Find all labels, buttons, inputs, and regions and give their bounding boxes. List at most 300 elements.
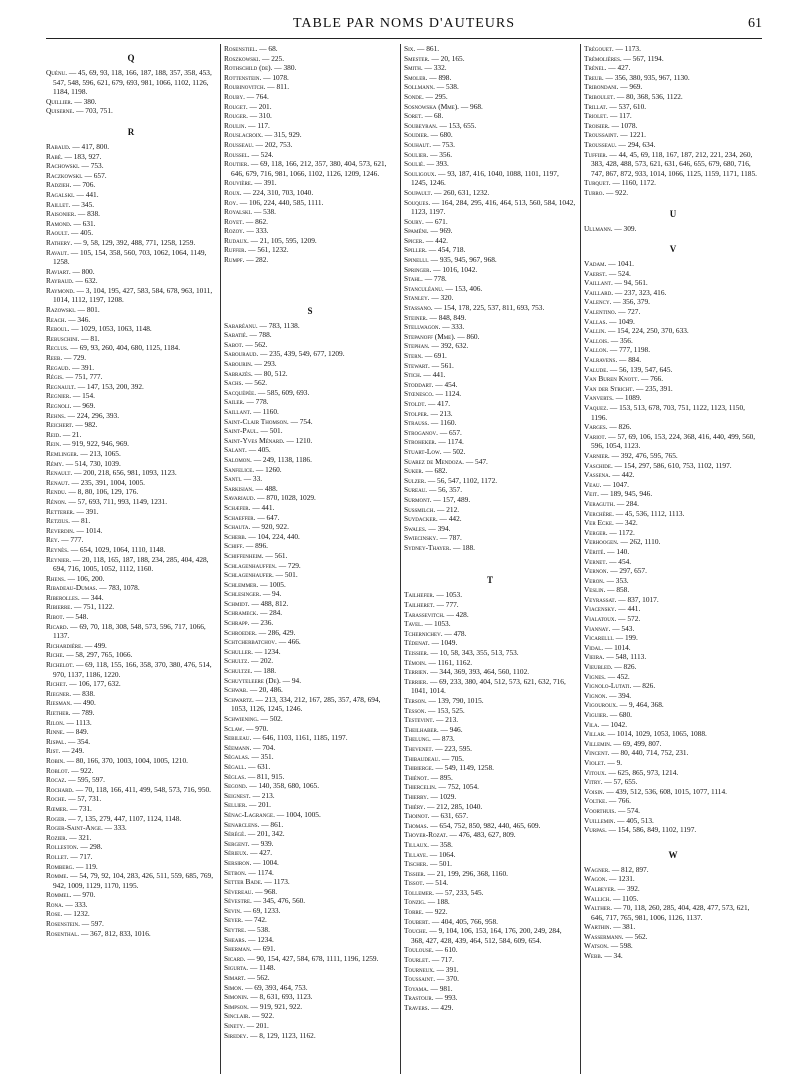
author-name: Thiercelin. [404, 782, 437, 792]
author-name: Tourlet. [404, 955, 431, 965]
author-name: Tollemer. [404, 887, 434, 897]
author-name: Vignolo-Lutati. [584, 681, 632, 691]
index-entry [46, 161, 216, 171]
index-entry [584, 140, 762, 150]
author-name: Toubert. [404, 916, 431, 926]
index-column-1 [46, 44, 216, 1074]
index-entry [404, 236, 576, 246]
author-name: Roy. [224, 197, 238, 207]
index-entry [404, 485, 576, 495]
index-entry [46, 574, 216, 584]
page-references: — 10, 58, 343, 355, 513, 753. [428, 648, 519, 658]
page-references: — 367, 812, 833, 1016. [79, 928, 151, 938]
page-references: — 404, 405, 766, 958. [430, 916, 498, 926]
page-references: — 454. [433, 379, 458, 389]
index-entry [584, 509, 762, 519]
author-name: Wagon. [584, 874, 608, 884]
author-name: Roubinovitch. [224, 82, 266, 92]
page-references: — 282. [244, 255, 269, 265]
author-name: Vaerst. [584, 268, 607, 278]
author-name: Sureau. [404, 485, 428, 495]
page-references: — 993. [433, 993, 458, 1003]
page-references: — 441. [250, 502, 275, 512]
index-entry [584, 278, 762, 288]
author-name: Voisin. [584, 786, 605, 796]
author-name: Romme. [46, 871, 69, 881]
page-references: — 562. [243, 378, 268, 388]
index-entry [584, 768, 762, 778]
index-entry [224, 973, 396, 983]
author-name: Tailhefer. [404, 590, 435, 600]
page-references: — 753. [431, 139, 455, 149]
index-entry [46, 430, 216, 440]
index-entry [404, 495, 576, 505]
page-references: — 20, 165. [429, 53, 465, 63]
index-entry [584, 758, 762, 768]
index-entry [584, 595, 762, 605]
page-references: — 201. [247, 101, 272, 111]
index-entry [46, 487, 216, 497]
page-references: — 946. [438, 724, 463, 734]
page-references: — 342. [613, 518, 638, 528]
page-references: — 8, 129, 1123, 1162. [248, 1030, 316, 1040]
page-references: — 1234. [246, 934, 274, 944]
author-name: Séglas. [224, 771, 247, 781]
author-name: Vigouroux. [584, 700, 618, 710]
index-entry [46, 890, 216, 900]
page-references: — 1234. [252, 646, 281, 656]
index-entry [404, 667, 576, 677]
author-name: Van der Stricht. [584, 383, 635, 393]
index-entry [404, 610, 576, 620]
index-entry [404, 447, 576, 457]
page-references: — 249. [60, 746, 85, 756]
author-name: Royet. [224, 216, 245, 226]
author-name: Ségall. [224, 761, 247, 771]
author-name: Troussaint. [584, 130, 619, 140]
index-entry [224, 561, 396, 571]
author-name: Radzieh. [46, 180, 72, 190]
author-name: Retterer. [46, 506, 75, 516]
page-references: — 212, 285, 1040. [425, 801, 483, 811]
page-references: — 1105. [611, 893, 639, 903]
index-entry [404, 63, 576, 73]
page-references: — 81. [79, 333, 100, 343]
index-entry [584, 777, 762, 787]
author-name: Simonin. [224, 992, 249, 1002]
page-references: — 514. [424, 878, 449, 888]
page-references: — 356. [428, 149, 453, 159]
index-entry [46, 766, 216, 776]
index-entry [404, 466, 576, 476]
page-references: — 57, 731. [66, 794, 102, 804]
index-entry [404, 926, 576, 945]
page-references: — 9. [605, 757, 623, 767]
page-header [46, 16, 762, 38]
index-entry [584, 297, 762, 307]
page-references: — 969. [618, 82, 643, 92]
author-name: Témoin. [404, 657, 427, 667]
page-references: — 20, 118, 165, 187, 188, 234, 285, 404, 428, 694, 716, 1005, 1052, 1112, 1160. [53, 554, 209, 574]
index-entry [224, 714, 396, 724]
index-entry [46, 526, 216, 536]
index-entry [224, 455, 396, 465]
index-entry [46, 555, 216, 574]
author-name: Ségalas. [224, 752, 250, 762]
index-entry [224, 255, 396, 265]
index-entry [46, 343, 216, 353]
author-name: Suydacker. [404, 514, 438, 524]
author-name: Stolper. [404, 408, 429, 418]
page-references: — 200, 218, 656, 981, 1093, 1123. [72, 468, 177, 478]
page-references: — 561. [429, 360, 454, 370]
author-name: Villar. [584, 729, 606, 739]
author-name: Terrier. [404, 676, 429, 686]
page-references: — 501. [273, 570, 298, 580]
page-references: — 405, 513. [615, 815, 654, 825]
author-name: Tischer. [404, 859, 429, 869]
page-references: — 140. [605, 546, 630, 556]
page-references: — 284. [615, 498, 639, 508]
author-name: Seyer. [224, 915, 243, 925]
author-name: Toyama. [404, 983, 429, 993]
index-entry [224, 541, 396, 551]
page-references: — 33. [241, 474, 263, 484]
page-references: — 346. [66, 314, 91, 324]
author-name: Rochard. [46, 784, 74, 794]
page-references: — 1049. [429, 638, 458, 648]
author-name: Vitry. [584, 777, 603, 787]
author-name: Schtcherbatchov. [224, 637, 277, 647]
author-name: Sabot. [224, 339, 244, 349]
page-references: — 705. [440, 753, 464, 763]
index-entry [404, 629, 576, 639]
index-entry [584, 470, 762, 480]
page-references: — 345. [70, 199, 95, 209]
page-references: — 344, 369, 393, 464, 560, 1102. [428, 667, 530, 677]
page-references: — 647. [255, 512, 280, 522]
index-entry [404, 476, 576, 486]
page-references: — 345, 476, 560. [251, 896, 306, 906]
page-references: — 80, 440, 714, 752, 231. [609, 748, 689, 758]
page-references: — 1148. [248, 963, 276, 973]
index-entry [584, 894, 762, 904]
page-references: — 1042. [599, 719, 628, 729]
index-entry [224, 781, 396, 791]
index-entry [46, 583, 216, 593]
index-entry [224, 915, 396, 925]
author-name: Vignes. [584, 671, 606, 681]
index-entry [584, 691, 762, 701]
section-letter-t: T [486, 575, 493, 586]
index-entry [224, 656, 396, 666]
page-references: — 488. [253, 483, 278, 493]
page-references: — 213. [428, 408, 453, 418]
index-entry [224, 236, 396, 246]
page-references: — 826. [607, 422, 632, 432]
author-name: Vassena. [584, 470, 611, 480]
author-name: Rœmer. [46, 803, 69, 813]
index-entry [46, 689, 216, 699]
index-entry [224, 1011, 396, 1021]
index-entry [224, 73, 396, 83]
author-name: Viannay. [584, 623, 611, 633]
author-name: Thelung. [404, 734, 431, 744]
page-references: — 94. [261, 589, 282, 599]
page-references: — 969. [71, 401, 96, 410]
author-name: Warthin. [584, 922, 612, 932]
author-name: Sussmilch. [404, 504, 436, 514]
index-entry [224, 140, 396, 150]
page-references: — 499. [83, 640, 107, 650]
author-name: Rein. [46, 439, 62, 449]
index-entry [584, 557, 762, 567]
page-references: — 848, 849. [427, 312, 467, 322]
page-references: — 1014. [74, 525, 103, 535]
author-name: Valency. [584, 297, 612, 307]
page-references: — 657. [437, 427, 462, 437]
author-name: Terson. [404, 696, 427, 705]
page-references: — 654, 1029, 1064, 1110, 1148. [68, 544, 166, 554]
author-name: Tarassevitch. [404, 609, 445, 619]
index-entry [46, 727, 216, 737]
page-references: — 298. [78, 842, 103, 852]
index-entry [404, 198, 576, 217]
author-name: Schuyteleere (De). [224, 675, 281, 685]
index-entry [584, 451, 762, 461]
author-name: Rhens. [46, 573, 66, 583]
index-entry [224, 752, 396, 762]
author-name: Trénel. [584, 63, 607, 73]
page-references: — 154. [71, 391, 95, 401]
index-entry [224, 608, 396, 618]
author-name: Troisier. [584, 120, 610, 130]
page-references: — 224, 296, 393. [65, 410, 120, 420]
index-entry [404, 754, 576, 764]
index-entry [224, 733, 396, 743]
page-references: — 56, 357. [427, 485, 463, 495]
index-entry [584, 111, 762, 121]
page-references: — 117. [608, 111, 632, 121]
author-name: Rottenstein. [224, 72, 262, 82]
author-name: Rommel. [46, 890, 72, 900]
index-entry [584, 748, 762, 758]
index-entry [404, 217, 576, 227]
author-name: Sanfelice. [224, 464, 255, 474]
author-name: Tesson. [404, 705, 427, 715]
index-entry [46, 228, 216, 238]
author-name: Rudaux. [224, 235, 249, 245]
author-name: Sérégé. [224, 829, 247, 839]
page-references: — 442. [424, 235, 448, 245]
author-name: Richardière. [46, 640, 84, 650]
index-entry [224, 217, 396, 227]
author-name: Suker. [404, 466, 424, 476]
page-references: — 294, 634. [616, 139, 656, 149]
column-divider [220, 44, 221, 1074]
author-name: Thiénot. [404, 772, 429, 782]
page-references: — 476, 483, 627, 809. [447, 830, 516, 840]
index-entry [46, 833, 216, 843]
author-name: Tourneux. [404, 964, 435, 974]
page-references: — 225. [260, 53, 285, 63]
page-references: — 783, 1078. [97, 583, 140, 593]
author-name: Ragalski. [46, 189, 75, 199]
author-name: Razowski. [46, 305, 76, 315]
page-references: — 858. [605, 585, 630, 595]
index-entry [224, 820, 396, 830]
author-name: Schauta. [224, 522, 251, 532]
page-references: — 81. [69, 516, 91, 526]
page-references: — 861. [259, 819, 284, 829]
index-entry [46, 622, 216, 641]
page-references: — 70, 118, 260, 285, 404, 428, 477, 573, 621, 646, 717, 765, 981, 1006, 1126, 1137. [591, 903, 750, 922]
author-name: Sigurta. [224, 963, 249, 973]
author-name: Thoinot. [404, 811, 430, 821]
author-name: Toussaint. [404, 974, 436, 984]
page-references: — 919, 922, 946, 969. [61, 439, 130, 449]
page-references: — 895. [428, 772, 453, 782]
page-references: — 896. [244, 541, 268, 551]
page-references: — 610. [433, 945, 458, 955]
page-references: — 105, 154, 358, 560, 703, 1062, 1064, 1149, 1258. [53, 247, 207, 267]
index-entry [224, 868, 396, 878]
index-entry [224, 963, 396, 973]
author-name: Sévereau. [224, 886, 254, 896]
page-references: — 968. [253, 886, 278, 896]
author-name: Sergent. [224, 838, 250, 848]
index-entry [584, 604, 762, 614]
index-entry [224, 983, 396, 993]
page-references: — 1231. [607, 874, 635, 884]
page-references: — 561, 1232. [246, 245, 289, 255]
author-name: Souques. [404, 197, 431, 207]
page-references: — 922. [69, 765, 94, 775]
page-references: — 441. [616, 604, 641, 614]
index-entry [404, 543, 576, 553]
index-entry [584, 825, 762, 835]
author-name: Schlemmer. [224, 579, 259, 589]
page-references: — 442. [610, 470, 635, 480]
author-name: Vaschide. [584, 460, 613, 470]
author-name: Sinety. [224, 1021, 245, 1030]
index-entry [404, 773, 576, 783]
author-name: Rinne. [46, 727, 65, 737]
page-references: — 595, 597. [66, 775, 105, 785]
author-name: Vitoux. [584, 767, 607, 777]
author-name: Wagner. [584, 864, 610, 874]
page-references: — 561. [263, 550, 288, 560]
author-name: Van Buren Knott. [584, 374, 640, 384]
page-number: 61 [748, 16, 762, 31]
page-references: — 104, 224, 440. [246, 531, 300, 541]
page-references: — 213. [250, 790, 275, 800]
author-name: Stassano. [404, 303, 433, 313]
page-references: — 1016, 1042. [431, 264, 478, 274]
index-columns [46, 44, 762, 1074]
index-entry [224, 513, 396, 523]
page-references: — 751, 1122. [72, 602, 115, 612]
page-references: — 524. [249, 149, 274, 159]
page-references: — 731. [68, 803, 92, 813]
page-references: — 898. [427, 72, 452, 82]
author-name: Terrien. [404, 667, 429, 677]
index-entry [584, 480, 762, 490]
index-entry [584, 884, 762, 894]
page-references: — 201. [244, 1021, 269, 1030]
index-entry [404, 619, 576, 629]
author-name: Reynier. [46, 554, 72, 564]
index-entry [404, 322, 576, 332]
page-references: — 427. [248, 848, 273, 858]
index-entry [46, 305, 216, 315]
page-references: — 21, 199, 296, 368, 1160. [425, 868, 508, 878]
index-entry [584, 739, 762, 749]
author-name: Varges. [584, 422, 608, 432]
author-name: Rilon. [46, 717, 65, 727]
author-name: Stahl. [404, 274, 423, 284]
page-references: — 939. [249, 838, 274, 848]
author-name: Riether. [46, 708, 71, 717]
index-entry [584, 317, 762, 327]
index-entry [404, 73, 576, 83]
index-entry [404, 399, 576, 409]
index-entry [46, 209, 216, 219]
author-name: Stewart. [404, 360, 430, 370]
page-references: — 157, 489. [431, 494, 471, 504]
page-references: — 44, 45, 69, 118, 167, 187, 212, 221, 234, 260, 383, 428, 488, 573, 621, 631, 646, 655, 679, 680, 716, 747, 867, 872, 933, 1014, 1066, 1125, 1159, 1171, 1185. [591, 149, 757, 178]
page-references: — 58, 297, 765, 1066. [64, 650, 133, 660]
page-references: — 870, 1028, 1029. [255, 493, 316, 503]
index-entry [404, 811, 576, 821]
index-entry [46, 900, 216, 910]
author-name: Stepanoff (Mme). [404, 331, 456, 341]
page-references: — 585, 609, 693. [256, 387, 310, 397]
index-entry [584, 44, 762, 54]
index-entry [224, 791, 396, 801]
index-entry [224, 44, 396, 54]
page-references: — 8, 80, 106, 129, 176. [66, 487, 139, 497]
page-references: — 787. [437, 533, 462, 543]
page-references: — 140, 358, 680, 1065. [247, 781, 320, 791]
index-entry [584, 130, 762, 140]
page-references: — 21, 105, 595, 1209. [248, 235, 317, 245]
author-name: Raczkowski. [46, 170, 83, 180]
author-name: Spiller. [404, 245, 427, 255]
author-name: Rosenthal. [46, 928, 80, 938]
index-entry [46, 794, 216, 804]
author-name: Rouslacroix. [224, 130, 263, 140]
index-entry [584, 403, 762, 422]
index-entry [46, 382, 216, 392]
page-references: — 8, 631, 693, 1123. [248, 992, 313, 1002]
page-references: — 1041. [606, 259, 634, 269]
author-name: Roger-Saint-Ange. [46, 823, 103, 833]
section-letter-q: Q [127, 53, 135, 63]
author-name: Rouger. [224, 111, 248, 121]
index-entry [46, 507, 216, 517]
index-entry [224, 198, 396, 208]
index-entry [46, 363, 216, 373]
page-references: — 922. [423, 907, 448, 917]
author-name: Saillant. [224, 407, 252, 416]
page-references: — 391. [74, 506, 99, 516]
index-entry [404, 792, 576, 802]
index-entry [404, 744, 576, 754]
index-entry [584, 499, 762, 509]
page-references: — 69, 1233. [241, 905, 281, 915]
index-entry [404, 734, 576, 744]
